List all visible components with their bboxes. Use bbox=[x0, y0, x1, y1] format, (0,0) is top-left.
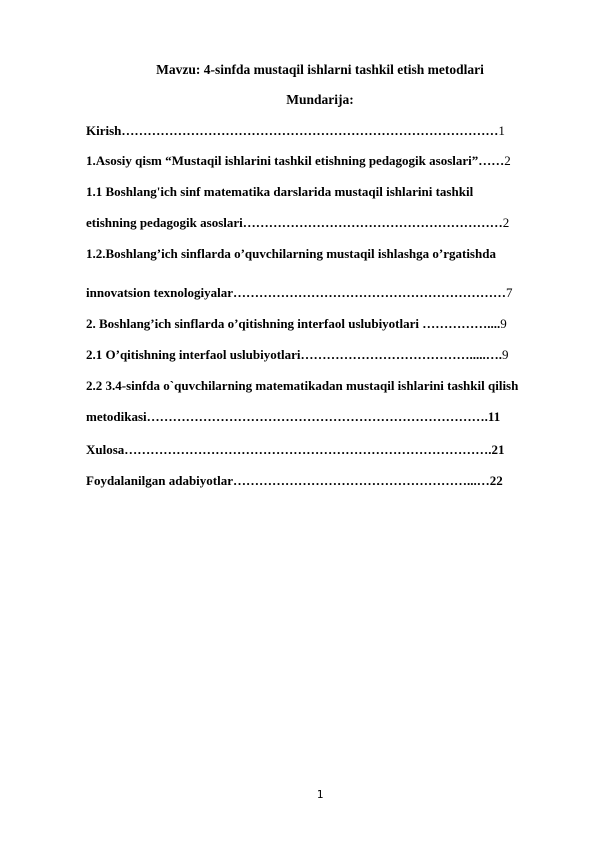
toc-entry-page: 2 bbox=[504, 153, 511, 168]
toc-entry-1-1 bbox=[86, 184, 473, 200]
toc-entry-page: 21 bbox=[491, 442, 505, 457]
toc-entry-2 bbox=[86, 316, 507, 332]
toc-entry-text: innovatsion texnologiyalar……………………………………………………… bbox=[86, 285, 506, 300]
toc-entry-page: 7 bbox=[506, 285, 513, 300]
toc-entry-text: 1.2.Boshlang’ich sinflarda o’quvchilarning mustaqil ishlashga o’rgatishda bbox=[86, 246, 496, 261]
toc-entry-text: 1.Asosiy qism “Mustaqil ishlarini tashkil etishning pedagogik asoslari”…… bbox=[86, 153, 505, 168]
toc-entry-2-1 bbox=[86, 347, 509, 363]
toc-entry-conclusion bbox=[86, 442, 505, 458]
toc-entry-text: metodikasi……………………………………………………………………. bbox=[86, 409, 488, 424]
toc-entry-text: 2. Boshlang’ich sinflarda o’qitishning interfaol uslubiyotlari …………….... bbox=[86, 316, 501, 331]
toc-entry-text: 1.1 Boshlang'ich sinf matematika darslarida mustaqil ishlarini tashkil bbox=[86, 184, 474, 199]
toc-entry-1-1-cont bbox=[86, 215, 509, 231]
toc-entry-page: 2 bbox=[502, 215, 510, 230]
toc-entry-text: 2.2 3.4-sinfda o`quvchilarning matematikadan mustaqil ishlarini tashkil qilish bbox=[86, 378, 519, 393]
page-number: 1 bbox=[316, 788, 324, 801]
toc-entry-2-2 bbox=[86, 378, 518, 394]
toc-entry-text: Foydalanilgan adabiyotlar………………………………………………...… bbox=[86, 473, 490, 488]
toc-entry-page: 22 bbox=[489, 473, 503, 488]
toc-entry-text: 2.1 O’qitishning interfaol uslubiyotlari………………………………….....…. bbox=[86, 347, 503, 362]
toc-entry-page: 1 bbox=[498, 123, 505, 138]
toc-entry-text: etishning pedagogik asoslari…………………………………………………… bbox=[86, 215, 503, 230]
toc-entry-1-2-cont bbox=[86, 285, 513, 301]
toc-entry-main-part bbox=[86, 153, 511, 169]
toc-entry-1-2 bbox=[86, 246, 496, 262]
toc-entry-intro bbox=[86, 123, 505, 139]
toc-entry-references bbox=[86, 473, 503, 489]
toc-entry-2-2-cont bbox=[86, 409, 500, 425]
toc-entry-text: Kirish…………………………………………………………………………… bbox=[86, 123, 499, 138]
contents-heading: Mundarija: bbox=[286, 92, 354, 107]
document-topic: Mavzu: 4-sinfda mustaqil ishlarni tashkil etish metodlari bbox=[156, 62, 484, 77]
toc-entry-page: 11 bbox=[487, 409, 501, 424]
toc-entry-page: 9 bbox=[502, 347, 509, 362]
toc-entry-page: 9 bbox=[500, 316, 507, 331]
toc-entry-text: Xulosa…………………………………………………………………………. bbox=[86, 442, 492, 457]
